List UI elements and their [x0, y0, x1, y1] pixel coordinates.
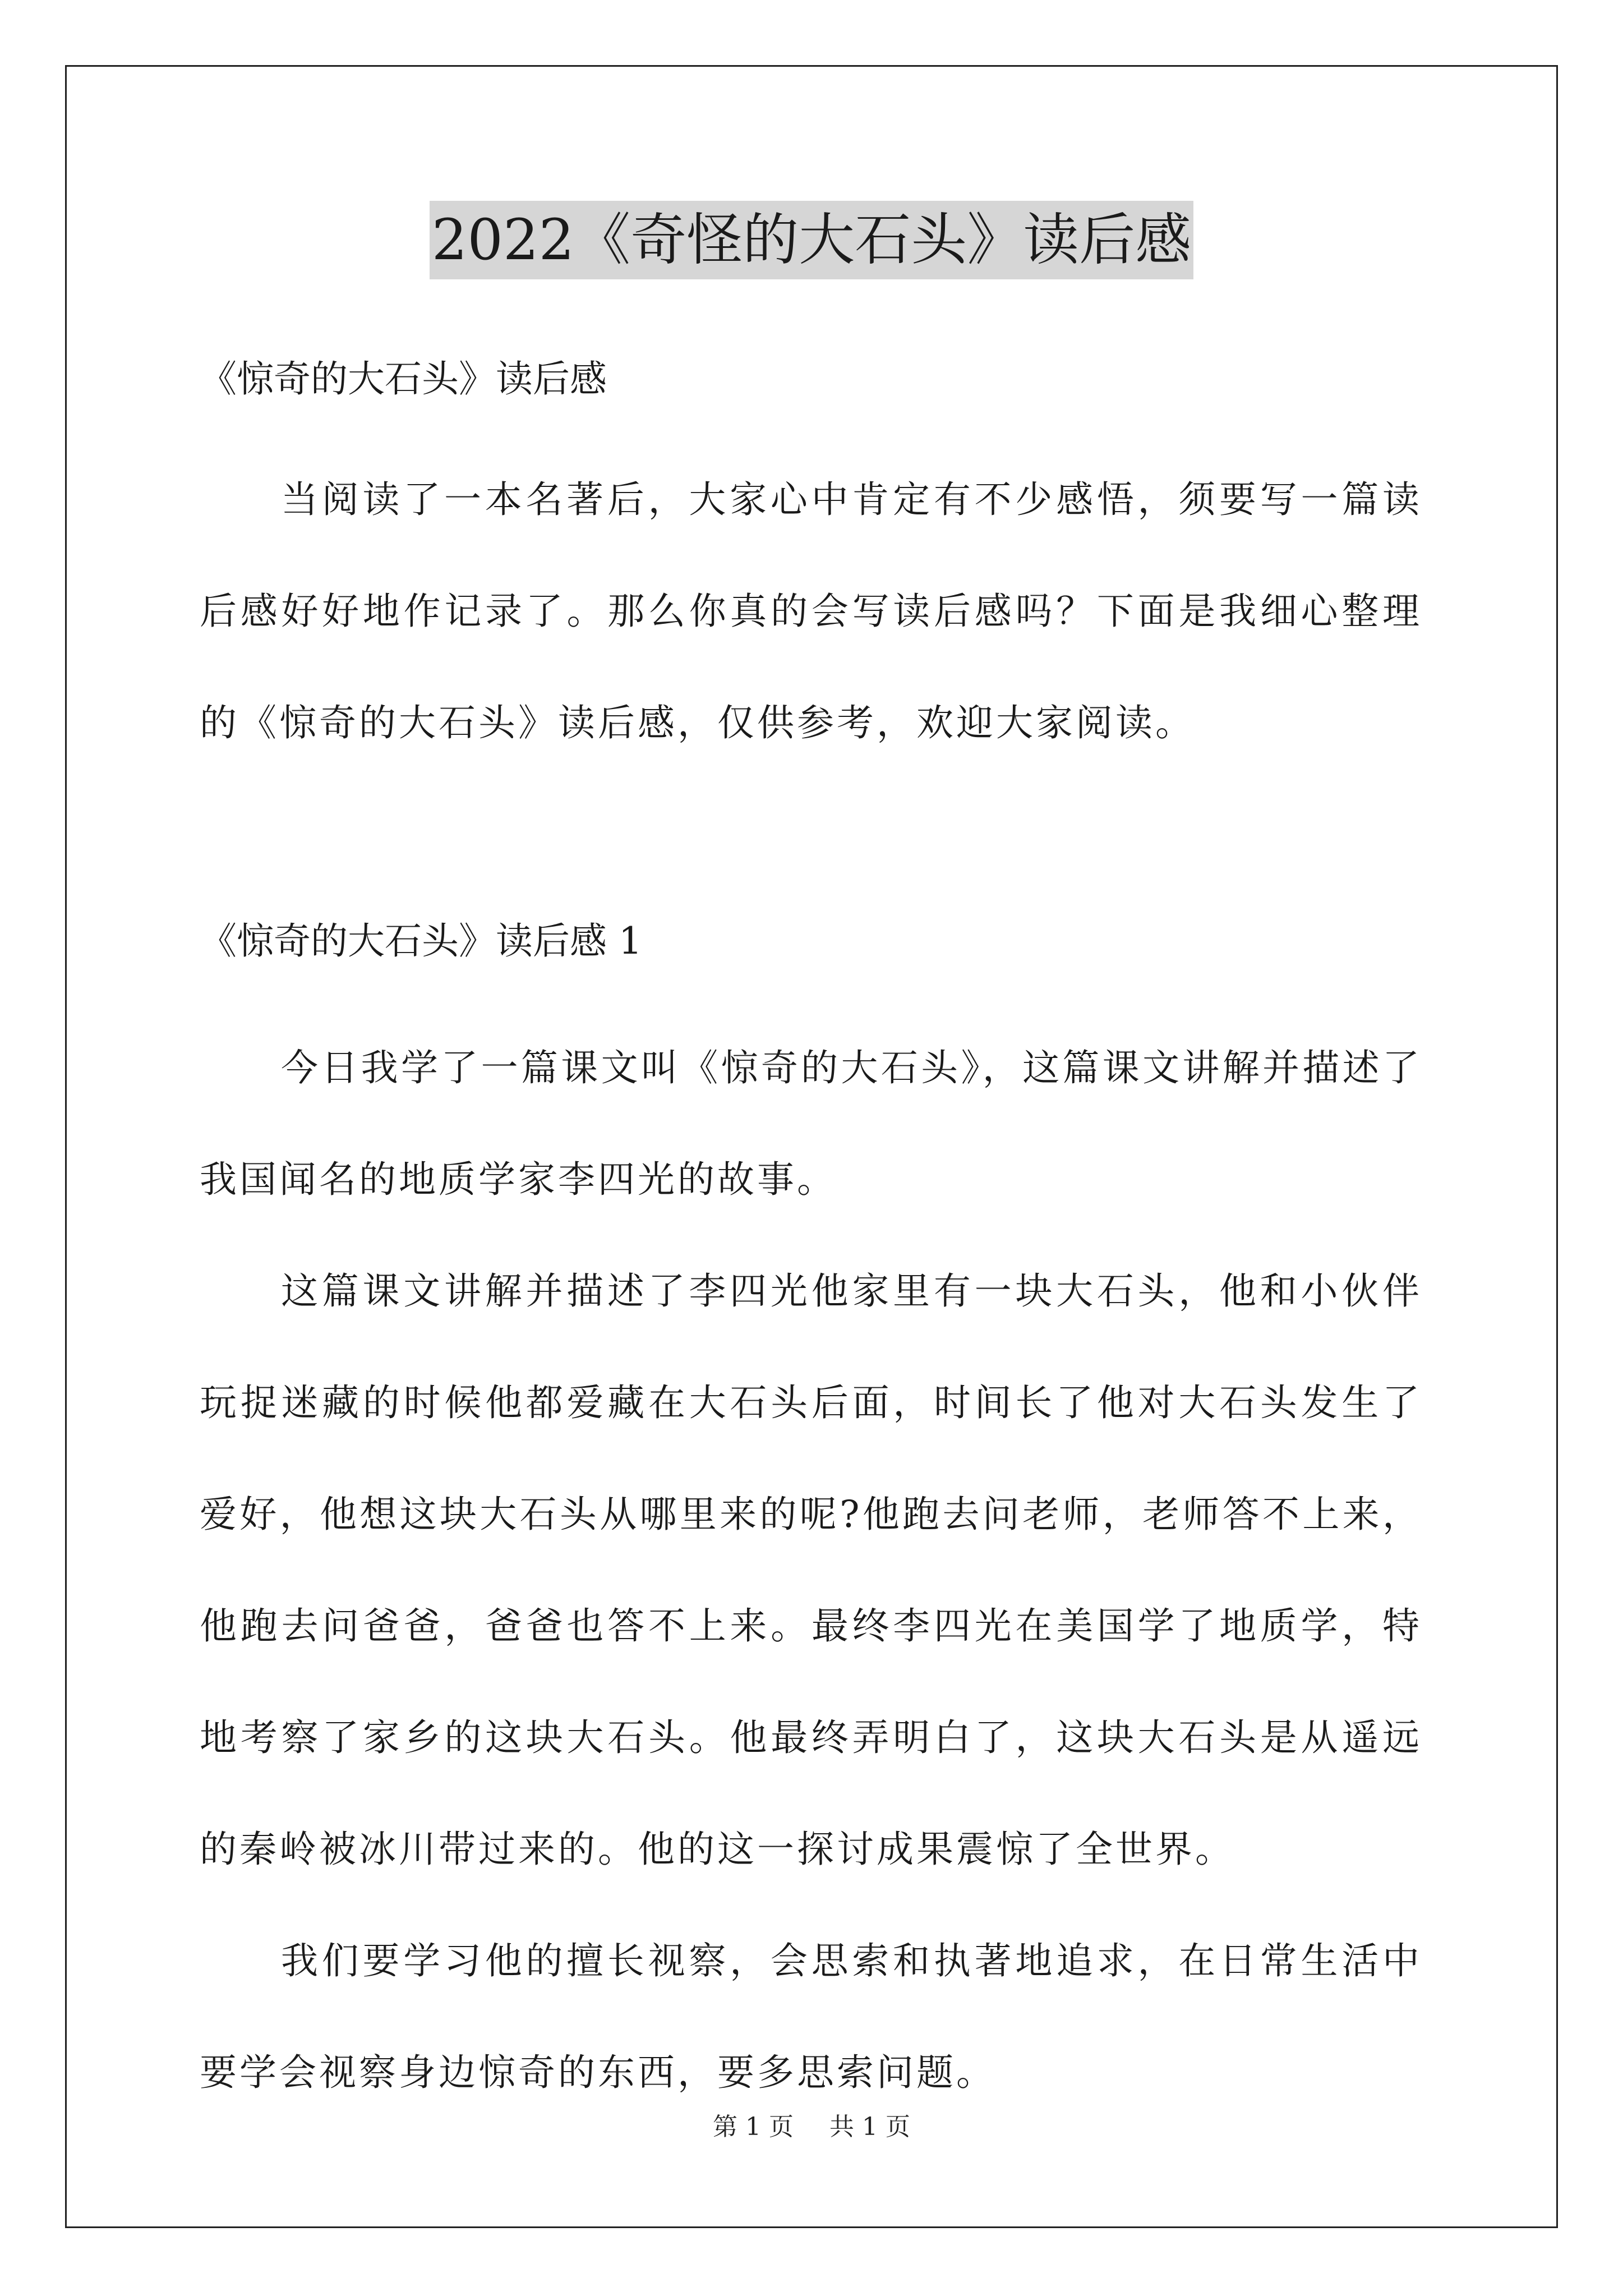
subtitle-main: 《惊奇的大石头》读后感 [200, 357, 607, 401]
page-footer [0, 2110, 1623, 2144]
body-paragraph-1: 今日我学了一篇课文叫《惊奇的大石头》，这篇课文讲解并描述了我国闻名的地质学家李四光的故事。 [200, 1046, 1422, 1201]
intro-paragraph: 当阅读了一本名著后，大家心中肯定有不少感悟，须要写一篇读后感好好地作记录了。那么你真的会写读后感吗？下面是我细心整理的《惊奇的大石头》读后感，仅供参考，欢迎大家阅读。 [200, 478, 1422, 744]
section-heading-1: 《惊奇的大石头》读后感 1 [200, 919, 642, 963]
document-title: 2022《奇怪的大石头》读后感 [430, 201, 1194, 279]
page-number: 第 1 页 [713, 2113, 794, 2141]
title-container [0, 201, 1623, 279]
body-paragraph-3: 我们要学习他的擅长视察，会思索和执著地追求，在日常生活中要学会视察身边惊奇的东西，要多思索问题。 [200, 1939, 1422, 2094]
document-body [200, 337, 1422, 2128]
body-paragraph-2: 这篇课文讲解并描述了李四光他家里有一块大石头，他和小伙伴玩捉迷藏的时候他都爱藏在大石头后面，时间长了他对大石头发生了爱好，他想这块大石头从哪里来的呢?他跑去问老师，老师答不上来，他跑去问爸爸，爸爸也答不上来。最终李四光在美国学了地质学，特地考察了家乡的这块大石头。他最终弄明白了，这块大石头是从遥远的秦岭被冰川带过来的。他的这一探讨成果震惊了全世界。 [200, 1269, 1422, 1871]
page-total: 共 1 页 [829, 2113, 910, 2141]
